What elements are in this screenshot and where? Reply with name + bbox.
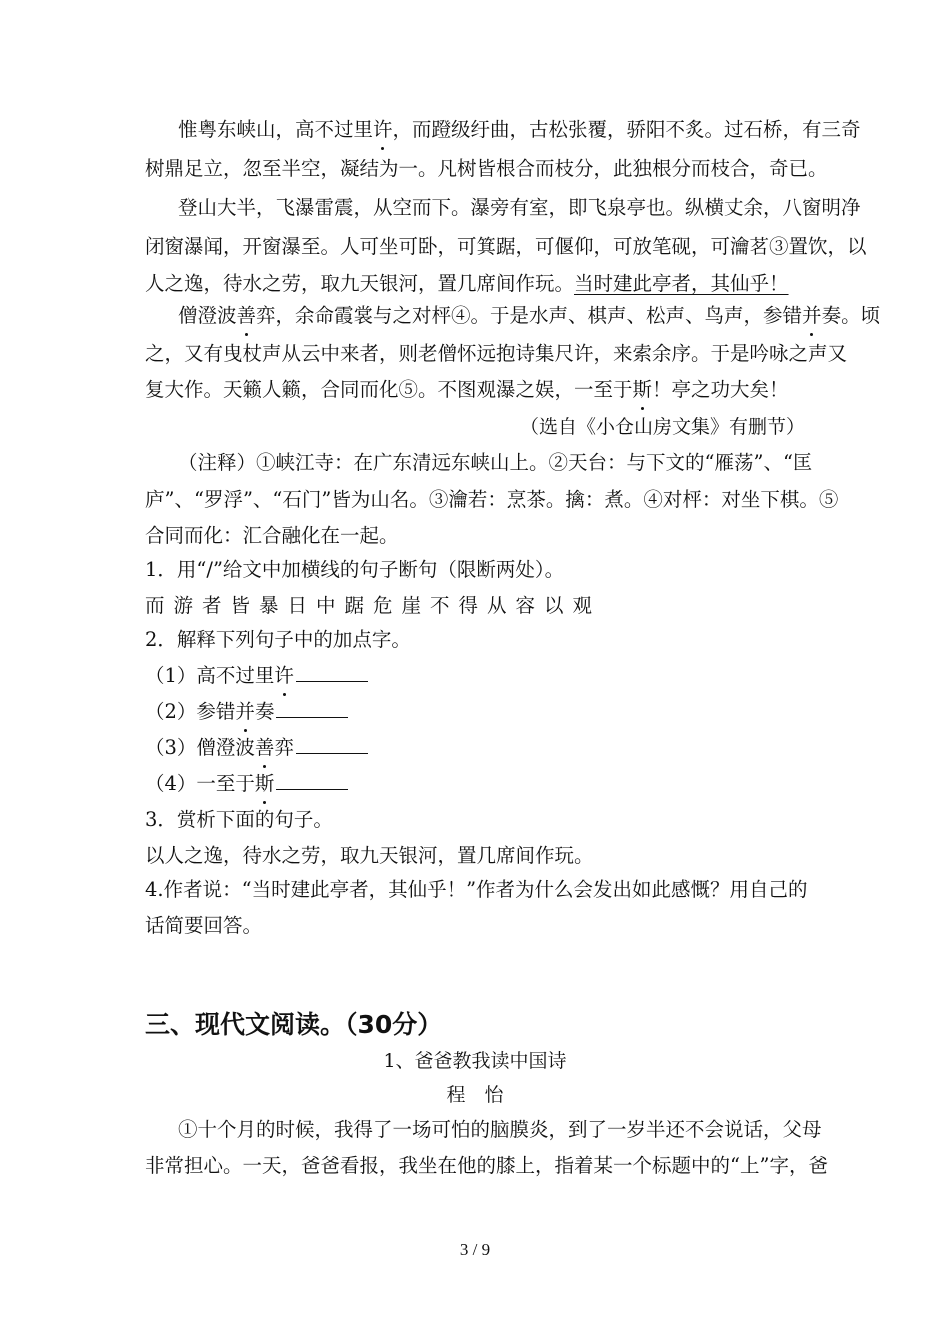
- question-4: 话简要回答。: [145, 914, 263, 937]
- dotted-char: 许: [274, 658, 294, 694]
- question-2-item: （4）一至于斯: [145, 766, 815, 802]
- article-author: 程 怡: [446, 1084, 504, 1106]
- question-3: 3．赏析下面的句子。: [145, 808, 333, 831]
- dotted-char: 斯: [633, 372, 653, 408]
- passage-line: 树鼎足立，忽至半空，凝结为一。凡树皆根合而枝分，此独根分而枝合，奇已。: [145, 157, 828, 180]
- underlined-sentence: 当时建此亭者，其仙乎！: [574, 272, 789, 295]
- passage-line: 人之逸，待水之劳，取九天银河，置几席间作玩。当时建此亭者，其仙乎！: [145, 272, 789, 295]
- dotted-char: 斯: [255, 766, 275, 802]
- question-1-sentence: 而游者皆暴日中踞危崖不得从容以观: [145, 594, 602, 617]
- article-line: ①十个月的时候，我得了一场可怕的脑膜炎，到了一岁半还不会说话，父母: [178, 1118, 822, 1141]
- passage-line: 登山大半，飞瀑雷震，从空而下。瀑旁有室，即飞泉亭也。纵横丈余，八窗明净: [178, 196, 861, 219]
- passage-line: 闭窗瀑闻，开窗瀑至。人可坐可卧，可箕踞，可偃仰，可放笔砚，可瀹茗③置饮，以: [145, 235, 867, 258]
- question-2-item: （2）参错并奏: [145, 694, 815, 730]
- article-line: 非常担心。一天，爸爸看报，我坐在他的膝上，指着某一个标题中的“上”字，爸: [145, 1154, 828, 1177]
- page-number: 3 / 9: [459, 1240, 491, 1259]
- passage-line: 复大作。天籁人籁，合同而化⑤。不图观瀑之娱，一至于斯！亭之功大矣！: [145, 372, 815, 408]
- passage-source: （选自《小仓山房文集》有删节）: [519, 416, 805, 438]
- passage-line: 僧澄波善弈，余命霞裳与之对枰④。于是水声、棋声、松声、鸟声，参错并奏。顷: [178, 298, 848, 334]
- answer-blank[interactable]: [296, 663, 368, 682]
- passage-line: 之，又有曳杖声从云中来者，则老僧怀远抱诗集尺许，来索余序。于是吟咏之声又: [145, 342, 848, 365]
- answer-blank[interactable]: [296, 735, 368, 754]
- dotted-char: 并: [802, 298, 822, 334]
- dotted-char: 善: [255, 730, 275, 766]
- dotted-char: 并: [235, 694, 255, 730]
- question-2: 2．解释下列句子中的加点字。: [145, 628, 411, 651]
- section-title: 三、现代文阅读。（30分）: [145, 1010, 443, 1039]
- passage-line: 惟粤东峡山，高不过里许，而蹬级纡曲，古松张覆，骄阳不炙。过石桥，有三奇: [178, 112, 848, 148]
- question-3-sentence: 以人之逸，待水之劳，取九天银河，置几席间作玩。: [145, 844, 594, 867]
- notes-line: 合同而化：汇合融化在一起。: [145, 524, 399, 547]
- question-4: 4.作者说：“当时建此亭者，其仙乎！”作者为什么会发出如此感慨？用自己的: [145, 878, 808, 901]
- question-2-item: （1）高不过里许: [145, 658, 815, 694]
- notes-line: 庐”、“罗浮”、“石门”皆为山名。③瀹若：烹茶。擒：煮。④对枰：对坐下棋。⑤: [145, 488, 839, 511]
- question-2-item: （3）僧澄波善弈: [145, 730, 815, 766]
- answer-blank[interactable]: [276, 771, 348, 790]
- question-1: 1．用“/”给文中加横线的句子断句（限断两处）。: [145, 558, 565, 581]
- dotted-char: 许: [373, 112, 393, 148]
- answer-blank[interactable]: [276, 699, 348, 718]
- dotted-char: 善: [237, 298, 257, 334]
- notes-line: （注释）①峡江寺：在广东清远东峡山上。②天台：与下文的“雁荡”、“匡: [178, 451, 813, 474]
- article-title: 1、爸爸教我读中国诗: [383, 1050, 567, 1072]
